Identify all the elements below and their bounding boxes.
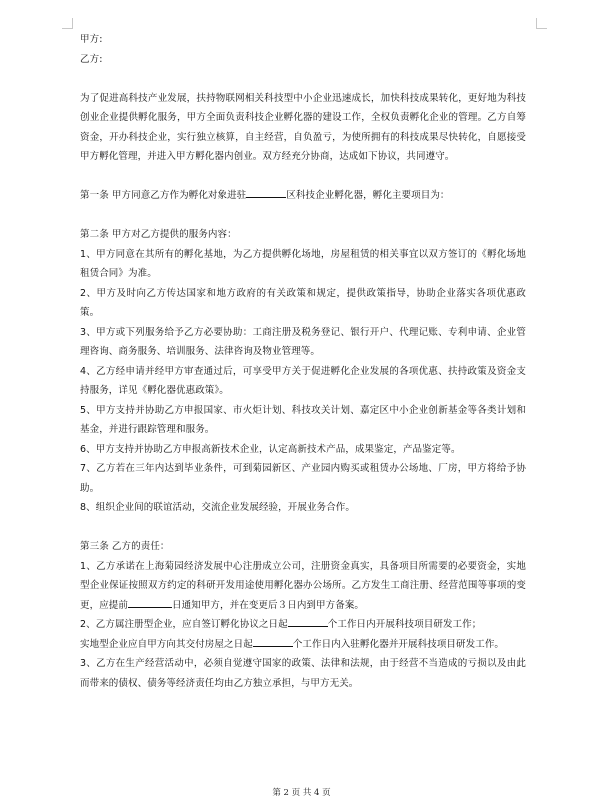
article-3-item-1 bbox=[80, 557, 526, 616]
party-b-label: 乙方: bbox=[80, 53, 103, 65]
article-1-text-after: 区科技企业孵化器，孵化主要项目为： bbox=[286, 190, 450, 201]
blank-field bbox=[288, 615, 328, 627]
article-2-item: 4、乙方经申请并经甲方审查通过后，可享受甲方关于促进孵化企业发展的各项优惠、扶持政策及资金支持服务，详见《孵化器优惠政策》。 bbox=[80, 365, 526, 396]
party-a-label: 甲方: bbox=[80, 34, 103, 45]
article-2-item: 1、甲方同意在其所有的孵化基地，为乙方提供孵化场地，房屋租赁的相关事宜以双方签订的《孵化场地租赁合同》为准。 bbox=[80, 248, 526, 279]
intro-paragraph: 为了促进高科技产业发展，扶持物联网相关科技型中小企业迅速成长，加快科技成果转化，更好地为科技创业企业提供孵化服务，甲方全面负责科技企业孵化器的建设工作，全权负责孵化企业的管理。乙方自筹资金，开办科技企业，实行独立核算，自主经营，自负盈亏，为使所拥有的科技成果尽快转化，自愿接受甲方孵化管理，并进入甲方孵化器内创业。双方经充分协商，达成如下协议，共同遵守。 bbox=[80, 92, 526, 162]
blank-field bbox=[128, 596, 172, 608]
article-3-item-2-text-before: 2、乙方属注册型企业，应自签订孵化协议之日起 bbox=[80, 619, 288, 630]
article-2-item: 7、乙方若在三年内达到毕业条件，可到菊园新区、产业园内购买或租赁办公场地、厂房，甲方将给予协助。 bbox=[80, 463, 526, 494]
article-2-title: 第二条 甲方对乙方提供的服务内容： bbox=[80, 229, 237, 240]
document-body bbox=[80, 30, 526, 693]
article-1-text-before: 第一条 甲方同意乙方作为孵化对象进驻 bbox=[80, 190, 247, 201]
article-3-item-2-text-after: 个工作日内开展科技项目研发工作； bbox=[327, 619, 482, 630]
article-3-item-1-text-after: 日通知甲方，并在变更后３日内到甲方备案。 bbox=[172, 599, 365, 611]
article-2-item: 3、甲方或下列服务给予乙方必要协助：工商注册及税务登记、银行开户、代理记账、专利申请、企业管理咨询、商务服务、培训服务、法律咨询及物业管理等。 bbox=[80, 326, 526, 357]
article-3-item-3: 3、乙方在生产经营活动中，必须自觉遵守国家的政策、法律和法规，由于经营不当造成的亏损以及由此而带来的债权、债务等经济责任均由乙方独立承担，与甲方无关。 bbox=[80, 658, 526, 689]
article-3-item-1-text: 1、乙方承诺在上海菊园经济发展中心注册成立公司，注册资金真实，具备项目所需要的必要资金，实地型企业保证按照双方约定的科研开发用途使用孵化器办公场所。乙方发生工商注册、经营范围等事项的变更，应提前 bbox=[80, 560, 526, 611]
article-1 bbox=[80, 186, 526, 206]
page-corner-mark-right bbox=[536, 18, 547, 29]
article-2-item: 6、甲方支持并协助乙方申报高新技术企业，认定高新技术产品，成果鉴定，产品鉴定等。 bbox=[80, 443, 461, 455]
article-3-item-2b-text-before: 实地型企业应自甲方向其交付房屋之日起 bbox=[80, 638, 253, 650]
article-2-item: 8、组织企业间的联谊活动，交流企业发展经验，开展业务合作。 bbox=[80, 502, 355, 513]
article-2-item: 5、甲方支持并协助乙方申报国家、市火炬计划、科技攻关计划、嘉定区中小企业创新基金等各类计划和基金，并进行跟踪管理和服务。 bbox=[80, 404, 526, 435]
article-2-item: 2、甲方及时向乙方传达国家和地方政府的有关政策和规定，提供政策指导，协助企业落实各项优惠政策。 bbox=[80, 287, 526, 318]
article-3-item-2b-text-after: 个工作日内入驻孵化器并开展科技项目研发工作。 bbox=[292, 638, 505, 650]
page-corner-mark-left bbox=[62, 18, 73, 29]
article-3-item-2 bbox=[80, 615, 526, 635]
page-number-footer: 第 2 页 共 4 页 bbox=[272, 788, 331, 798]
article-3-item-2b bbox=[80, 635, 526, 655]
article-3-title: 第三条 乙方的责任： bbox=[80, 541, 170, 552]
blank-field bbox=[246, 186, 286, 198]
blank-field bbox=[253, 635, 293, 647]
